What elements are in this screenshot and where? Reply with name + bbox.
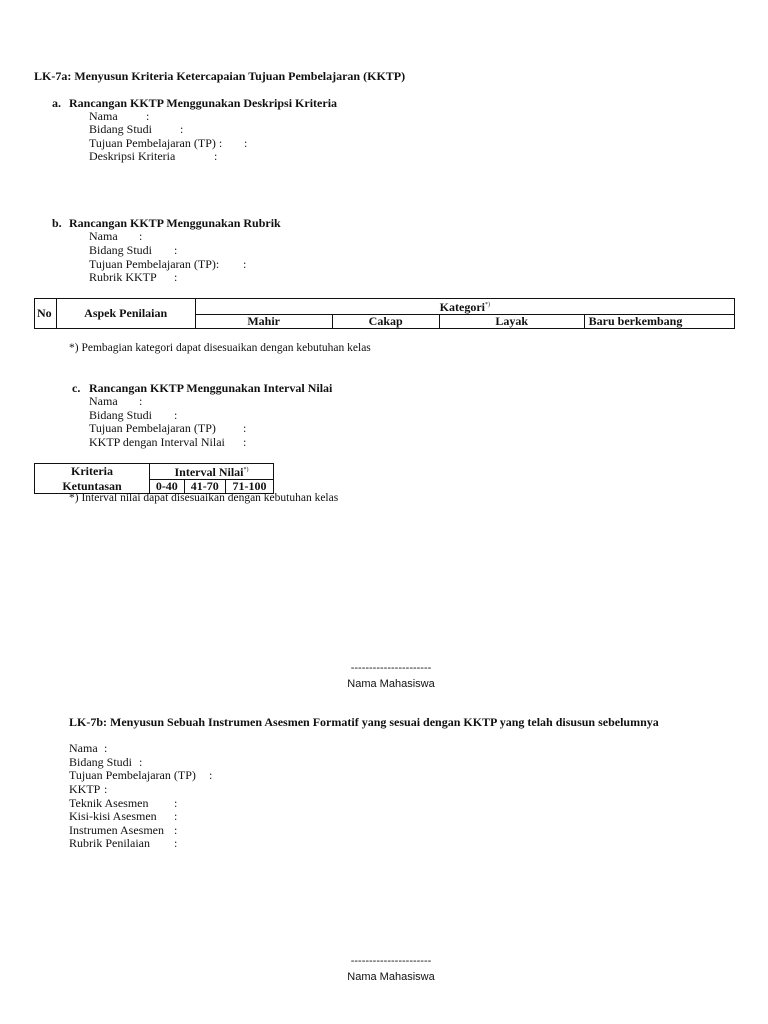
section-c-field-tp-colon: : <box>243 421 247 435</box>
section-a-field-tp: Tujuan Pembelajaran (TP) : <box>89 136 223 150</box>
section-b-field-tp-colon: : <box>243 257 247 271</box>
signature-line-2: ---------------------- <box>350 955 432 967</box>
interval-header-nilai-mark: *) <box>243 467 249 473</box>
lk7b-field-kktp: KKTP <box>69 782 101 796</box>
lk7b-field-nama: Nama <box>69 741 98 755</box>
interval-header-nilai: Interval Nilai*) <box>150 464 274 480</box>
lk7b-field-bidang-studi-colon: : <box>139 755 143 769</box>
rubrik-kategori-cakap: Cakap <box>332 315 439 329</box>
lk7b-field-teknik-colon: : <box>174 796 178 810</box>
lk7b-field-instrumen: Instrumen Asesmen <box>69 823 164 837</box>
rubrik-kategori-layak: Layak <box>439 315 584 329</box>
section-c-field-bidang-studi: Bidang Studi <box>89 408 153 422</box>
section-a-field-nama: Nama <box>89 109 118 123</box>
signature-name-2: Nama Mahasiswa <box>347 971 435 983</box>
signature-name-1: Nama Mahasiswa <box>347 678 435 690</box>
lk7b-field-instrumen-colon: : <box>174 823 178 837</box>
section-c-field-nama-colon: : <box>139 394 143 408</box>
section-c-field-interval-colon: : <box>243 435 247 449</box>
interval-range-3: 71-100 <box>225 480 273 494</box>
section-b-field-nama-colon: : <box>139 229 143 243</box>
lk7b-title: LK-7b: Menyusun Sebuah Instrumen Asesmen Formatif yang sesuai dengan KKTP yang telah disusun sebelumnya <box>69 715 659 729</box>
section-b-field-rubrik-colon: : <box>174 270 178 284</box>
section-c-field-nama: Nama <box>89 394 118 408</box>
lk7b-field-tp-colon: : <box>209 768 213 782</box>
rubrik-table <box>34 298 735 329</box>
section-c-marker: c. <box>72 381 81 395</box>
rubrik-kategori-baru-berkembang: Baru berkembang <box>584 315 734 329</box>
section-c-field-interval: KKTP dengan Interval Nilai <box>89 435 225 449</box>
section-b-marker: b. <box>52 216 62 230</box>
section-b-field-bidang-studi: Bidang Studi <box>89 243 153 257</box>
lk7a-title: LK-7a: Menyusun Kriteria Ketercapaian Tujuan Pembelajaran (KKTP) <box>34 69 406 83</box>
interval-header-kriteria: Kriteria <box>35 464 150 480</box>
section-b-field-rubrik: Rubrik KKTP <box>89 270 157 284</box>
section-b-note: *) Pembagian kategori dapat disesuaikan dengan kebutuhan kelas <box>69 342 371 354</box>
lk7b-field-kisi-kisi-colon: : <box>174 809 178 823</box>
rubrik-header-kategori-mark: *) <box>485 302 490 308</box>
section-a-field-deskripsi: Deskripsi Kriteria <box>89 149 176 163</box>
section-b-field-tp: Tujuan Pembelajaran (TP): <box>89 257 220 271</box>
lk7b-field-teknik: Teknik Asesmen <box>69 796 149 810</box>
interval-header-ketuntasan: Ketuntasan <box>35 480 150 494</box>
section-b-field-nama: Nama <box>89 229 118 243</box>
section-b-field-bidang-studi-colon: : <box>174 243 178 257</box>
rubrik-kategori-mahir: Mahir <box>195 315 332 329</box>
rubrik-header-aspek: Aspek Penilaian <box>56 299 195 329</box>
rubrik-header-no: No <box>35 299 57 329</box>
lk7b-field-kisi-kisi: Kisi-kisi Asesmen <box>69 809 157 823</box>
section-a-field-bidang-studi: Bidang Studi <box>89 122 153 136</box>
section-c-heading: Rancangan KKTP Menggunakan Interval Nilai <box>89 381 333 395</box>
lk7b-field-bidang-studi: Bidang Studi <box>69 755 133 769</box>
rubrik-header-kategori: Kategori*) <box>195 299 734 315</box>
interval-range-2: 41-70 <box>184 480 225 494</box>
interval-table <box>34 463 274 494</box>
section-a-field-bidang-studi-colon: : <box>180 122 184 136</box>
section-a-marker: a. <box>52 96 61 110</box>
section-a-field-tp-colon: : <box>244 136 248 150</box>
interval-range-1: 0-40 <box>150 480 185 494</box>
signature-line-1: ---------------------- <box>350 662 432 674</box>
section-c-note: *) Interval nilai dapat disesuaikan dengan kebutuhan kelas <box>69 492 339 504</box>
section-c-field-bidang-studi-colon: : <box>174 408 178 422</box>
lk7b-field-tp: Tujuan Pembelajaran (TP) <box>69 768 196 782</box>
section-b-heading: Rancangan KKTP Menggunakan Rubrik <box>69 216 281 230</box>
lk7b-field-rubrik: Rubrik Penilaian <box>69 836 150 850</box>
lk7b-field-kktp-colon: : <box>104 782 108 796</box>
lk7b-field-nama-colon: : <box>104 741 108 755</box>
lk7b-field-rubrik-colon: : <box>174 836 178 850</box>
section-c-field-tp: Tujuan Pembelajaran (TP) <box>89 421 216 435</box>
section-a-field-deskripsi-colon: : <box>214 149 218 163</box>
section-a-field-nama-colon: : <box>146 109 150 123</box>
section-a-heading: Rancangan KKTP Menggunakan Deskripsi Kriteria <box>69 96 338 110</box>
